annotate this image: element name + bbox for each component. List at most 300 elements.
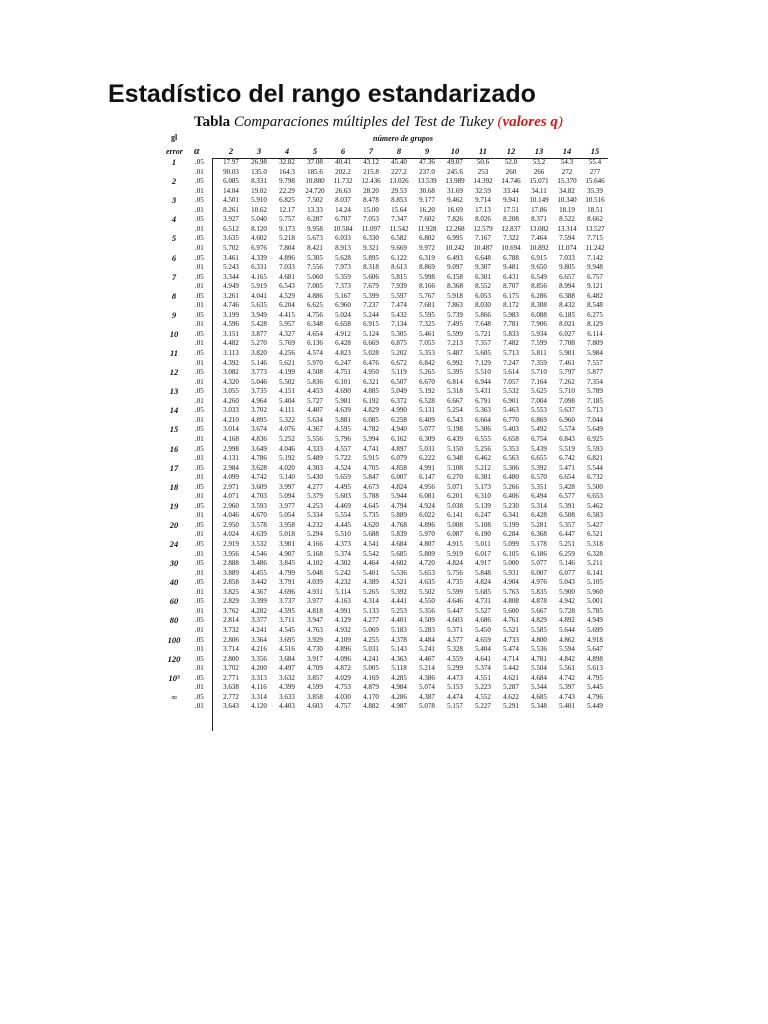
table-cell: 5.074: [419, 683, 435, 692]
row-alpha: .01: [195, 434, 204, 443]
table-cell: 6.528: [419, 396, 435, 405]
table-cell: 4.232: [307, 520, 323, 529]
table-cell: 5.133: [363, 606, 379, 615]
table-cell: 6.175: [503, 291, 519, 300]
table-cell: 5.428: [251, 320, 267, 329]
table-cell: 5.173: [475, 482, 491, 491]
table-cell: 5.356: [419, 606, 435, 615]
table-cell: 4.599: [307, 683, 323, 692]
column-header-10: 10: [450, 146, 460, 156]
table-cell: 13.33: [307, 205, 323, 214]
table-cell: 5.069: [363, 625, 379, 634]
table-cell: 8.552: [475, 282, 491, 291]
table-cell: 4.552: [475, 692, 491, 701]
table-cell: 6.309: [419, 434, 435, 443]
table-cell: 6.976: [251, 243, 267, 252]
table-cell: 4.286: [391, 692, 407, 701]
table-cell: 9.798: [279, 177, 295, 186]
table-cell: 4.703: [251, 492, 267, 501]
table-cell: 3.082: [223, 368, 239, 377]
table-cell: 6.707: [335, 215, 351, 224]
table-cell: 5.265: [363, 587, 379, 596]
table-cell: 9.650: [531, 263, 547, 272]
table-cell: 4.441: [391, 597, 407, 606]
table-cell: 6.960: [335, 301, 351, 310]
row-alpha: .05: [195, 177, 204, 186]
table-cell: 5.895: [363, 253, 379, 262]
column-header-4: 4: [284, 146, 290, 156]
table-cell: 5.901: [559, 349, 575, 357]
table-cell: 8.172: [503, 301, 519, 310]
table-cell: 5.881: [335, 415, 351, 424]
table-cell: 5.815: [391, 272, 407, 281]
table-cell: 4.800: [531, 635, 547, 644]
table-cell: 5.299: [447, 664, 463, 673]
row-error-df: 19: [169, 500, 179, 511]
table-row: [0, 655, 768, 665]
table-cell: 253: [477, 167, 489, 176]
row-alpha: .05: [195, 158, 204, 166]
table-cell: 7.322: [503, 234, 519, 243]
table-cell: 9.321: [363, 243, 379, 252]
table-row: [0, 254, 768, 264]
row-alpha: .01: [195, 263, 204, 272]
table-cell: 8.129: [587, 320, 603, 329]
table-cell: 5.214: [419, 664, 435, 673]
table-cell: 6.341: [503, 511, 519, 520]
table-cell: 5.192: [419, 387, 435, 396]
row-error-df: 3: [171, 195, 177, 206]
table-cell: 6.331: [251, 263, 267, 272]
table-cell: 43.12: [363, 158, 379, 166]
table-cell: 4.333: [307, 444, 323, 453]
table-cell: 3.628: [251, 463, 267, 472]
table-cell: 4.545: [279, 625, 295, 634]
table-cell: 5.685: [475, 587, 491, 596]
table-cell: 5.146: [559, 559, 575, 568]
table-cell: 5.542: [363, 549, 379, 558]
row-error-df: 14: [169, 405, 179, 416]
table-cell: 4.407: [307, 406, 323, 415]
table-cell: 6.925: [587, 434, 603, 443]
table-cell: 4.872: [335, 664, 351, 673]
table-cell: 90.03: [223, 167, 239, 176]
table-cell: 6.122: [391, 253, 407, 262]
table-cell: 4.659: [475, 635, 491, 644]
table-cell: 5.139: [475, 501, 491, 510]
table-cell: 5.353: [419, 349, 435, 357]
table-cell: 3.711: [279, 616, 295, 625]
table-cell: 4.232: [335, 578, 351, 587]
table-row: [0, 492, 768, 502]
table-cell: 5.981: [335, 396, 351, 405]
table-cell: 7.809: [587, 339, 603, 348]
table-cell: 4.654: [307, 329, 323, 338]
table-cell: 6.301: [475, 272, 491, 281]
table-cell: 3.014: [223, 425, 239, 434]
table-cell: 6.670: [419, 377, 435, 386]
table-cell: 7.262: [559, 377, 575, 386]
table-cell: 5.471: [559, 463, 575, 472]
table-cell: 5.653: [419, 568, 435, 577]
column-header-14: 14: [562, 146, 572, 156]
table-cell: 4.216: [251, 645, 267, 654]
table-row: [0, 636, 768, 646]
table-cell: 11.542: [389, 224, 409, 233]
table-cell: 5.008: [447, 520, 463, 529]
row-alpha: .01: [195, 282, 204, 291]
table-cell: 5.430: [307, 473, 323, 482]
table-cell: 5.634: [307, 415, 323, 424]
table-cell: 3.901: [279, 540, 295, 548]
column-header-3: 3: [256, 146, 262, 156]
table-cell: 5.605: [475, 349, 491, 357]
table-cell: 4.030: [335, 692, 351, 701]
table-cell: 4.199: [279, 368, 295, 377]
row-error-df: 16: [169, 443, 179, 454]
table-cell: 5.667: [531, 606, 547, 615]
table-cell: 5.502: [419, 587, 435, 596]
table-cell: 4.829: [363, 406, 379, 415]
table-cell: 9.714: [475, 196, 491, 205]
table-cell: 4.829: [531, 616, 547, 625]
table-cell: 2.971: [223, 482, 239, 491]
table-cell: 245.6: [447, 167, 463, 176]
table-cell: 6.348: [307, 320, 323, 329]
row-error-df: 60: [169, 596, 179, 607]
table-cell: 5.594: [559, 645, 575, 654]
table-cell: 5.957: [279, 320, 295, 329]
table-cell: 6.802: [419, 234, 435, 243]
table-cell: 5.613: [587, 664, 603, 673]
table-cell: 4.363: [391, 654, 407, 663]
table-cell: 4.386: [419, 673, 435, 682]
table-cell: 5.391: [559, 501, 575, 510]
table-cell: 5.212: [475, 463, 491, 472]
table-cell: 6.507: [391, 377, 407, 386]
table-cell: 5.318: [447, 387, 463, 396]
table-cell: 6.915: [363, 320, 379, 329]
table-cell: 5.150: [447, 444, 463, 453]
table-row: [0, 292, 768, 302]
table-cell: 6.654: [559, 473, 575, 482]
table-cell: 6.319: [419, 253, 435, 262]
table-cell: 4.932: [335, 625, 351, 634]
table-cell: 4.071: [223, 492, 239, 501]
table-cell: 5.789: [587, 387, 603, 396]
table-cell: 5.474: [503, 645, 519, 654]
table-cell: 4.378: [391, 635, 407, 644]
table-cell: 7.781: [503, 320, 519, 329]
table-cell: 4.742: [559, 673, 575, 682]
table-cell: 5.919: [447, 549, 463, 558]
table-cell: 4.730: [307, 645, 323, 654]
table-cell: 6.462: [475, 454, 491, 463]
table-cell: 8.030: [475, 301, 491, 310]
table-cell: 4.469: [335, 501, 351, 510]
table-cell: 5.401: [559, 702, 575, 711]
table-cell: 7.602: [419, 215, 435, 224]
table-cell: 5.043: [559, 578, 575, 587]
table-cell: 5.077: [419, 425, 435, 434]
table-cell: 5.763: [503, 587, 519, 596]
table-cell: 5.836: [307, 377, 323, 386]
table-cell: 6.493: [447, 253, 463, 262]
table-cell: 6.657: [559, 272, 575, 281]
table-cell: 4.102: [307, 559, 323, 568]
table-cell: 7.939: [391, 282, 407, 291]
table-row: [0, 664, 768, 674]
table-cell: 4.915: [447, 540, 463, 548]
table-cell: 6.869: [531, 415, 547, 424]
table-cell: 4.260: [223, 396, 239, 405]
table-cell: 8.707: [503, 282, 519, 291]
table-cell: 5.024: [335, 310, 351, 319]
table-cell: 6.247: [475, 511, 491, 520]
table-cell: 3.593: [251, 501, 267, 510]
table-row: [0, 483, 768, 493]
table-cell: 4.823: [335, 349, 351, 357]
table-cell: 5.306: [503, 463, 519, 472]
caption-paren-close: ): [557, 114, 563, 130]
table-cell: 4.885: [363, 387, 379, 396]
row-error-df: 24: [169, 539, 179, 549]
page-heading: Estadístico del rango estandarizado: [108, 80, 536, 108]
row-alpha: .01: [195, 167, 204, 176]
table-cell: 5.374: [475, 664, 491, 673]
table-cell: 5.046: [251, 377, 267, 386]
table-cell: 5.597: [391, 291, 407, 300]
table-cell: 5.322: [279, 415, 295, 424]
table-cell: 2.998: [223, 444, 239, 453]
table-cell: 5.877: [587, 368, 603, 377]
table-cell: 4.685: [531, 692, 547, 701]
table-cell: 4.484: [419, 635, 435, 644]
table-row: [0, 616, 768, 626]
table-cell: 4.824: [475, 578, 491, 587]
row-error-df: 30: [169, 558, 179, 569]
table-cell: 5.635: [251, 301, 267, 310]
table-cell: 2.829: [223, 597, 239, 606]
table-cell: 34.11: [531, 186, 547, 195]
table-cell: 5.211: [587, 559, 603, 568]
table-cell: 55.4: [588, 158, 602, 166]
table-cell: 4.241: [251, 625, 267, 634]
table-row: [0, 234, 768, 244]
table-cell: 6.754: [531, 434, 547, 443]
table-cell: 2.919: [223, 540, 239, 548]
table-cell: 49.07: [447, 158, 463, 166]
table-cell: 4.836: [251, 434, 267, 443]
table-cell: 5.114: [335, 587, 351, 596]
table-cell: 9.948: [587, 263, 603, 272]
table-cell: 5.241: [419, 645, 435, 654]
table-cell: 6.368: [531, 530, 547, 539]
table-cell: 4.509: [419, 616, 435, 625]
table-cell: 6.147: [419, 473, 435, 482]
table-cell: 4.339: [251, 253, 267, 262]
table-cell: 5.866: [475, 310, 491, 319]
table-cell: 8.478: [363, 196, 379, 205]
table-cell: 4.751: [335, 368, 351, 377]
table-cell: 4.742: [251, 473, 267, 482]
table-cell: 3.762: [223, 606, 239, 615]
table-cell: 7.247: [503, 358, 519, 367]
table-cell: 3.377: [251, 616, 267, 625]
table-cell: 4.976: [531, 578, 547, 587]
table-cell: 6.521: [587, 530, 603, 539]
table-cell: 40.41: [335, 158, 351, 166]
table-cell: 5.595: [419, 310, 435, 319]
caption-text: Comparaciones múltiples del Test de Tukey: [233, 114, 494, 130]
table-cell: 6.185: [559, 310, 575, 319]
row-alpha: .01: [195, 645, 204, 654]
table-cell: 4.109: [335, 635, 351, 644]
table-cell: 5.960: [587, 587, 603, 596]
table-row: [0, 645, 768, 655]
table-cell: 19.02: [251, 186, 267, 195]
table-cell: 277: [589, 167, 601, 176]
table-cell: 10.892: [529, 243, 549, 252]
table-cell: 6.192: [363, 396, 379, 405]
table-cell: 6.577: [559, 492, 575, 501]
table-row: [0, 359, 768, 369]
table-cell: 6.742: [559, 454, 575, 463]
table-cell: 6.494: [531, 492, 547, 501]
table-row: [0, 588, 768, 598]
table-cell: 4.170: [363, 692, 379, 701]
table-cell: 5.038: [447, 501, 463, 510]
table-cell: 4.681: [279, 272, 295, 281]
table-cell: 4.918: [587, 635, 603, 644]
table-row: [0, 387, 768, 397]
table-cell: 5.659: [335, 473, 351, 482]
table-cell: 5.688: [363, 530, 379, 539]
table-cell: 22.29: [279, 186, 295, 195]
table-cell: 6.757: [587, 272, 603, 281]
table-cell: 6.162: [391, 434, 407, 443]
table-cell: 5.785: [587, 606, 603, 615]
table-cell: 4.120: [251, 702, 267, 711]
table-cell: 3.825: [223, 587, 239, 596]
table-cell: 4.907: [279, 549, 295, 558]
table-cell: 5.124: [363, 329, 379, 338]
table-cell: 4.482: [223, 339, 239, 348]
table-cell: 6.653: [587, 492, 603, 501]
table-cell: 5.713: [503, 349, 519, 357]
table-cell: 6.258: [391, 415, 407, 424]
table-cell: 3.857: [307, 673, 323, 682]
table-cell: 5.910: [251, 196, 267, 205]
table-cell: 6.087: [447, 530, 463, 539]
table-cell: 6.348: [447, 454, 463, 463]
table-cell: 5.983: [503, 310, 519, 319]
row-alpha: .05: [195, 272, 204, 281]
table-cell: 2.984: [223, 463, 239, 472]
table-cell: 32.82: [279, 158, 295, 166]
row-alpha: .05: [195, 215, 204, 224]
table-cell: 7.502: [307, 196, 323, 205]
table-cell: 8.318: [363, 263, 379, 272]
table-cell: 5.353: [503, 444, 519, 453]
table-cell: 5.270: [251, 339, 267, 348]
table-cell: 6.330: [363, 234, 379, 243]
table-cell: 4.314: [363, 597, 379, 606]
table-cell: 9.958: [307, 224, 323, 233]
column-header-11: 11: [478, 146, 488, 156]
table-cell: 6.658: [503, 434, 519, 443]
table-cell: 4.862: [559, 635, 575, 644]
row-alpha: .01: [195, 320, 204, 329]
table-cell: 5.265: [419, 368, 435, 377]
table-cell: 6.079: [391, 454, 407, 463]
table-cell: 18.19: [559, 205, 575, 214]
column-header-8: 8: [396, 146, 402, 156]
table-cell: 5.401: [363, 568, 379, 577]
table-cell: 4.621: [503, 673, 519, 682]
table-cell: 5.521: [503, 625, 519, 634]
row-alpha: .01: [195, 587, 204, 596]
table-cell: 7.495: [447, 320, 463, 329]
table-cell: 8.522: [559, 215, 575, 224]
table-cell: 31.69: [447, 186, 463, 195]
table-cell: 5.536: [391, 568, 407, 577]
table-cell: 5.970: [307, 358, 323, 367]
table-cell: 7.373: [335, 282, 351, 291]
table-cell: 5.918: [447, 291, 463, 300]
table-cell: 5.536: [531, 645, 547, 654]
table-cell: 4.401: [391, 616, 407, 625]
table-cell: 4.546: [251, 549, 267, 558]
table-row: [0, 578, 768, 588]
table-cell: 5.060: [307, 272, 323, 281]
table-cell: 5.487: [447, 349, 463, 357]
table-cell: 7.057: [503, 377, 519, 386]
table-cell: 9.121: [587, 282, 603, 291]
table-cell: 4.991: [419, 463, 435, 472]
table-cell: 4.389: [363, 578, 379, 587]
table-row: [0, 349, 768, 359]
table-cell: 4.166: [307, 540, 323, 548]
row-alpha: .01: [195, 549, 204, 558]
column-header-12: 12: [506, 146, 516, 156]
table-cell: 17.51: [503, 205, 519, 214]
table-cell: 3.532: [251, 540, 267, 548]
table-cell: 4.474: [447, 692, 463, 701]
table-cell: 5.099: [503, 540, 519, 548]
row-error-df: 17: [169, 462, 179, 473]
table-cell: 4.467: [419, 654, 435, 663]
table-cell: 8.856: [531, 282, 547, 291]
table-cell: 9.972: [419, 243, 435, 252]
table-cell: 4.684: [391, 540, 407, 548]
table-cell: 5.788: [363, 492, 379, 501]
table-cell: 12.579: [473, 224, 493, 233]
table-cell: 5.599: [447, 329, 463, 338]
table-cell: 6.201: [447, 492, 463, 501]
table-cell: 4.892: [559, 616, 575, 625]
table-cell: 5.432: [391, 310, 407, 319]
table-cell: 6.995: [447, 234, 463, 243]
table-cell: 5.011: [475, 540, 491, 548]
table-cell: 4.808: [503, 597, 519, 606]
table-row: [0, 339, 768, 349]
table-row: [0, 425, 768, 435]
table-cell: 5.462: [587, 501, 603, 510]
table-cell: 5.198: [447, 425, 463, 434]
table-cell: 6.141: [587, 568, 603, 577]
row-error-df: 18: [169, 481, 179, 492]
